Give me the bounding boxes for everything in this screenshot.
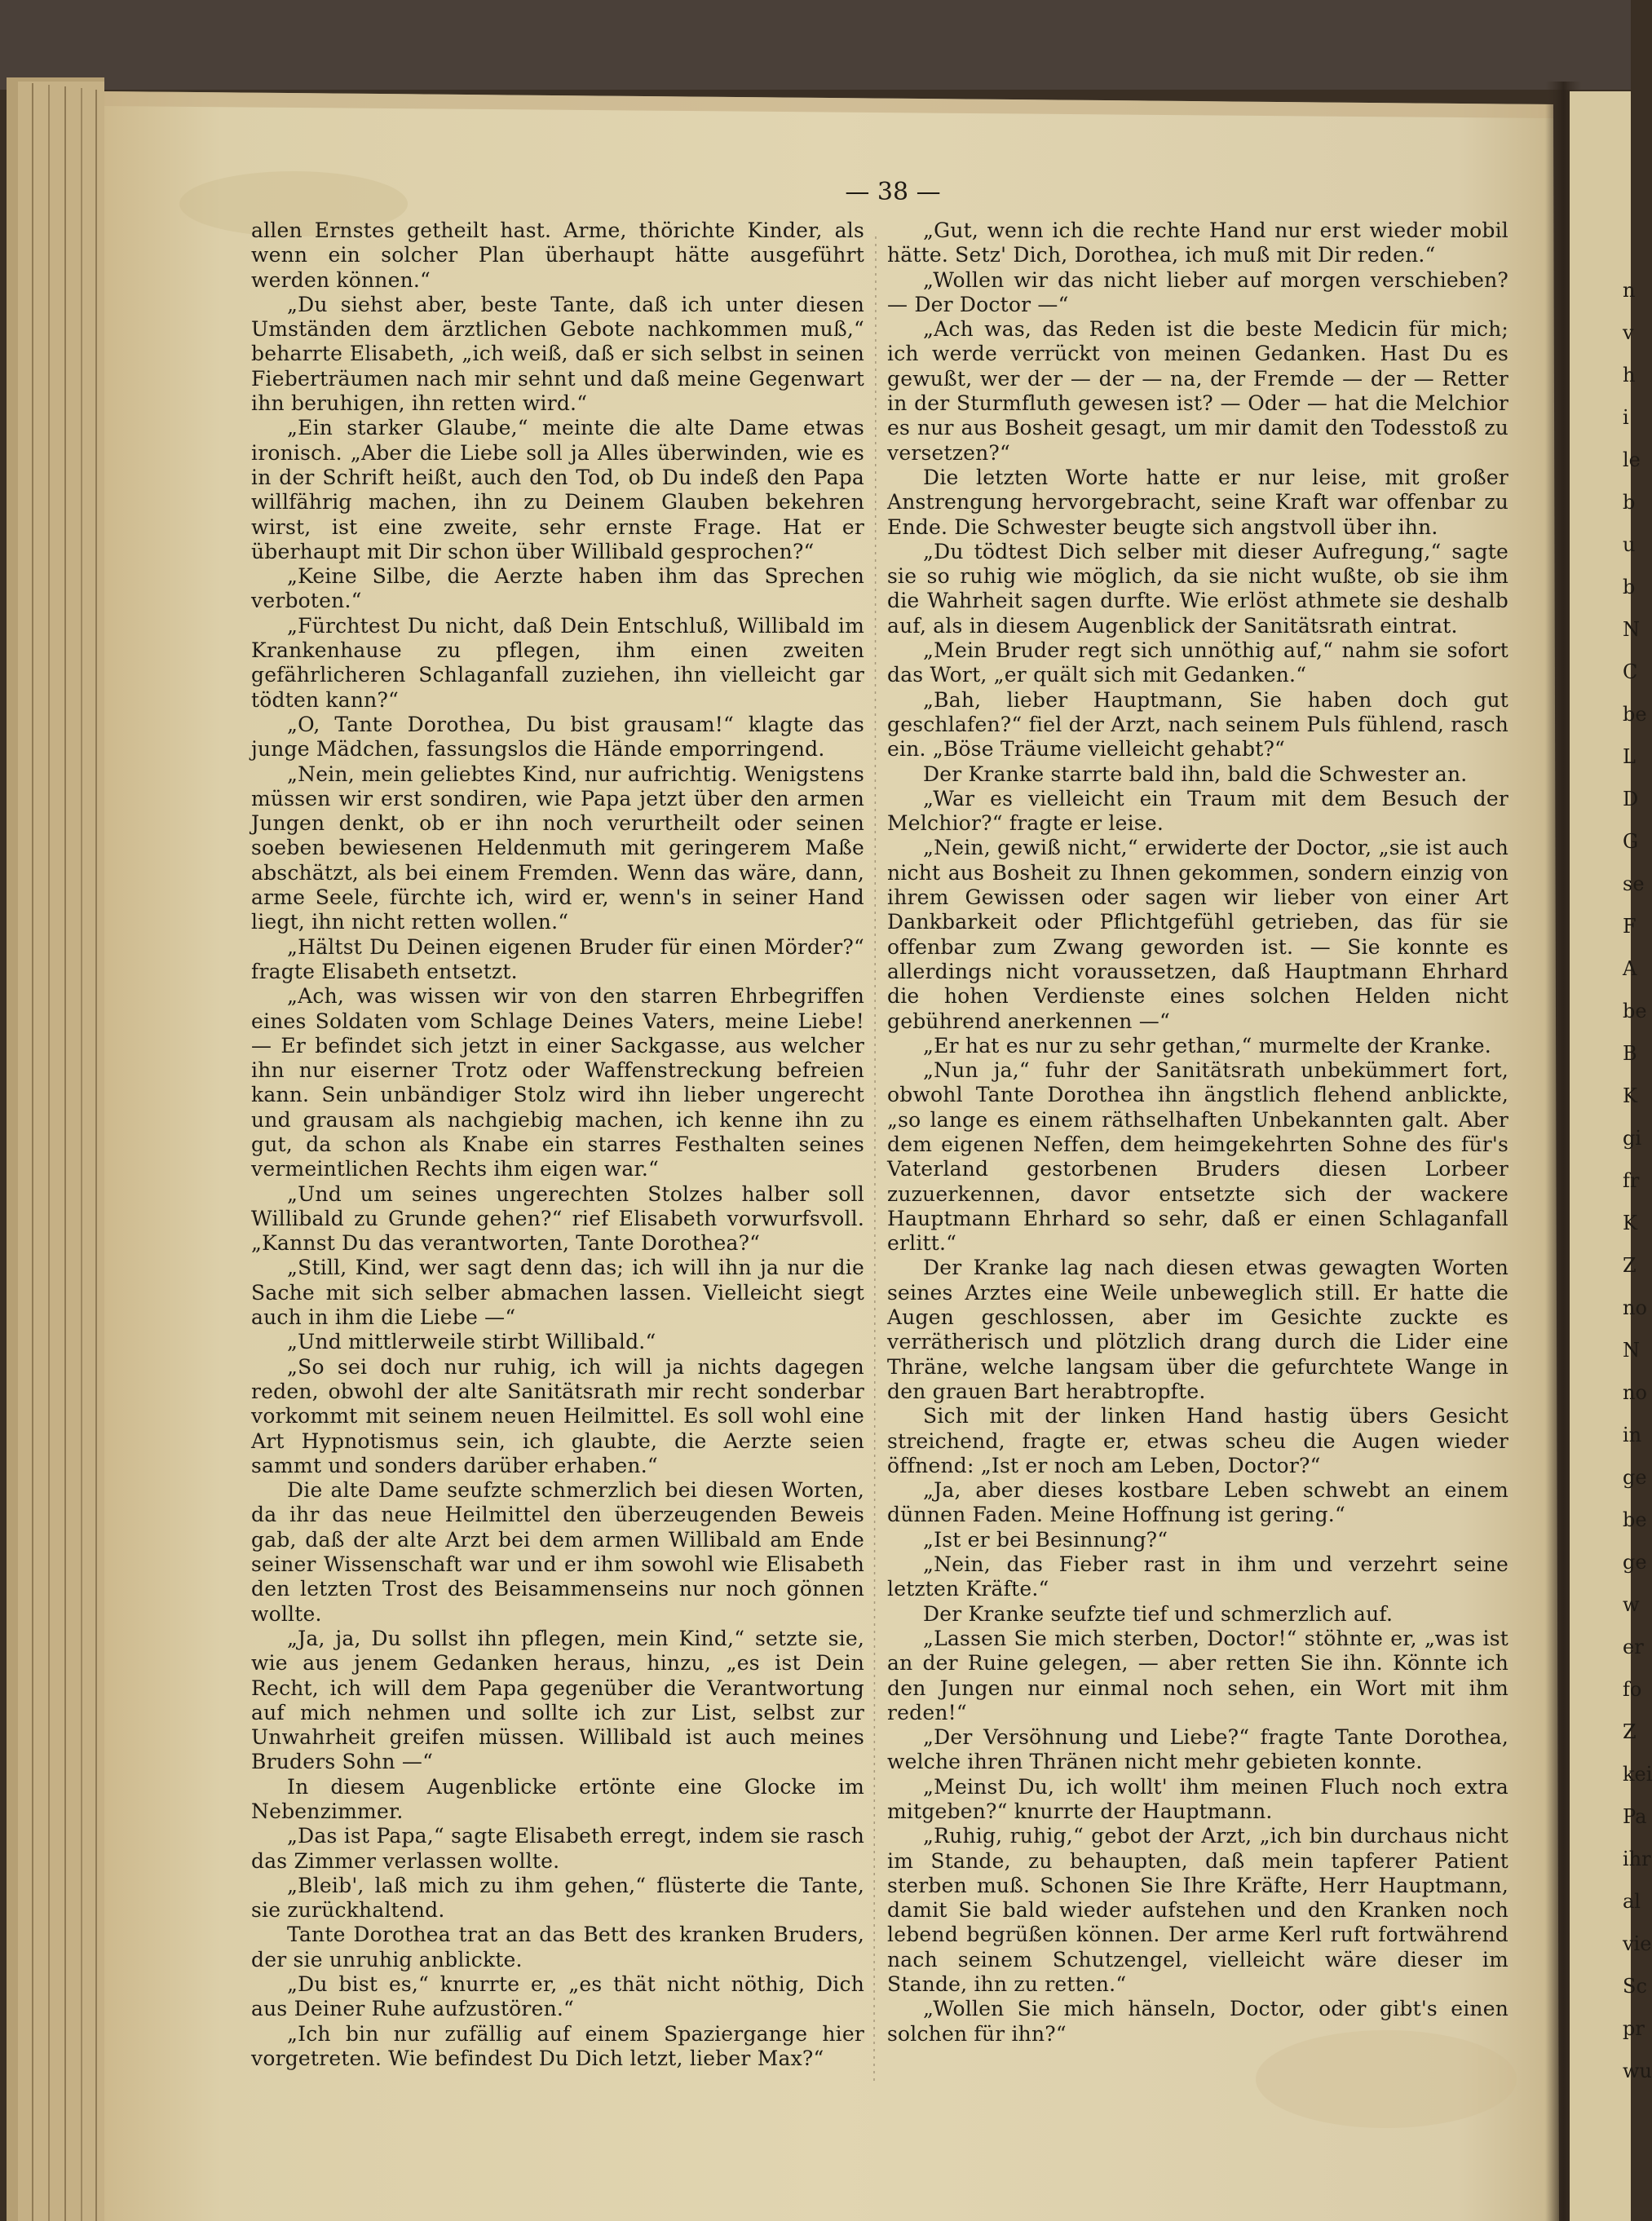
- paragraph: Die letzten Worte hatte er nur leise, mit großer Anstrengung hervorgebracht, seine Kraft war offenbar zu Ende. Die Schwester beugte sich angstvoll über ihn.: [887, 465, 1508, 539]
- next-page-fragment: b: [1623, 491, 1636, 514]
- paragraph: „Und um seines ungerechten Stolzes halber soll Willibald zu Grunde gehen?“ rief Elisabeth vorwurfsvoll. „Kannst Du das verantworten, Tante Dorothea?“: [251, 1181, 864, 1256]
- next-page-fragment: C: [1623, 660, 1638, 683]
- paragraph: „Fürchtest Du nicht, daß Dein Entschluß, Willibald im Krankenhause zu pflegen, ihm einen zweiten gefährlicheren Schlaganfall zuziehen, ihn vielleicht gar tödten kann?“: [251, 613, 864, 712]
- paragraph: „Nein, das Fieber rast in ihm und verzehrt seine letzten Kräfte.“: [887, 1552, 1508, 1601]
- next-page-fragment: K: [1623, 1212, 1637, 1234]
- next-page-fragment: be: [1623, 1508, 1647, 1531]
- next-page-fragment: be: [1623, 1000, 1647, 1022]
- next-page-fragment: ge: [1623, 1551, 1647, 1574]
- next-page-fragment: A: [1623, 957, 1637, 980]
- text-column-left: [251, 219, 864, 2071]
- next-page-fragment: N: [1623, 618, 1640, 641]
- next-page-fragment: F: [1623, 915, 1637, 938]
- next-page-fragment: vie: [1623, 1932, 1652, 1955]
- paragraph: „O, Tante Dorothea, Du bist grausam!“ klagte das junge Mädchen, fassungslos die Hände emporringend.: [251, 712, 864, 762]
- paragraph: Sich mit der linken Hand hastig übers Gesicht streichend, fragte er, etwas scheu die Augen wieder öffnend: „Ist er noch am Leben, Doctor?“: [887, 1404, 1508, 1477]
- next-page-fragment: er: [1623, 1636, 1644, 1658]
- paragraph: „Gut, wenn ich die rechte Hand nur erst wieder mobil hätte. Setz' Dich, Dorothea, ich muß mit Dir reden.“: [887, 219, 1508, 267]
- next-page-fragments: [1623, 269, 1652, 2092]
- next-page-fragment: B: [1623, 1042, 1637, 1065]
- next-page-fragment: Pa: [1623, 1805, 1647, 1828]
- paragraph: „Ruhig, ruhig,“ gebot der Arzt, „ich bin durchaus nicht im Stande, zu behaupten, daß mein tapferer Patient sterben muß. Schonen Sie Ihre Kräfte, Herr Hauptmann, damit Sie bald wieder aufstehen und den Kranken noch lebend begrüßen können. Der arme Kerl ruft fortwährend nach seinem Schutzengel, vielleicht wäre dieser im Stande, ihn zu retten.“: [887, 1824, 1508, 1997]
- paragraph: „Wollen Sie mich hänseln, Doctor, oder gibt's einen solchen für ihn?“: [887, 1997, 1508, 2046]
- next-page-fragment: gi: [1623, 1127, 1642, 1150]
- paragraph: „Ach, was wissen wir von den starren Ehrbegriffen eines Soldaten vom Schlage Deines Vaters, meine Liebe! — Er befindet sich jetzt in einer Sackgasse, aus welcher ihn nur eiserner Trotz oder Waffenstreckung befreien kann. Sein unbändiger Stolz wird ihn lieber ungerecht und grausam als nachgiebig machen, ich kenne ihn zu gut, da schon als Knabe ein starres Festhalten seines vermeintlichen Rechts ihm eigen war.“: [251, 984, 864, 1181]
- next-page-fragment: ge: [1623, 1466, 1647, 1489]
- next-page-fragment: se: [1623, 872, 1645, 895]
- next-page-fragment: ihr: [1623, 1848, 1651, 1870]
- paragraph: „Keine Silbe, die Aerzte haben ihm das Sprechen verboten.“: [251, 564, 864, 613]
- next-page-fragment: w: [1623, 1593, 1640, 1616]
- paragraph: „Nein, mein geliebtes Kind, nur aufrichtig. Wenigstens müssen wir erst sondiren, wie Papa jetzt über den armen Jungen denkt, ob er ihn noch verurtheilt oder seinen soeben bewiesenen Heldenmuth mit geringerem Maße abschätzt, als bei einem Fremden. Wenn das wäre, dann, arme Seele, fürchte ich, wird er, wenn's in seiner Hand liegt, ihn nicht retten wollen.“: [251, 762, 864, 934]
- next-page-fragment: i: [1623, 406, 1629, 429]
- next-page-fragment: be: [1623, 703, 1647, 726]
- next-page-fragment: fo: [1623, 1678, 1642, 1701]
- paragraph: In diesem Augenblicke ertönte eine Glocke im Nebenzimmer.: [251, 1774, 864, 1823]
- paragraph: „Und mittlerweile stirbt Willibald.“: [287, 1330, 656, 1354]
- paragraph: Der Kranke starrte bald ihn, bald die Schwester an.: [923, 762, 1468, 786]
- paragraph: „Meinst Du, ich wollt' ihm meinen Fluch noch extra mitgeben?“ knurrte der Hauptmann.: [887, 1774, 1508, 1823]
- paragraph: „Hältst Du Deinen eigenen Bruder für einen Mörder?“ fragte Elisabeth entsetzt.: [251, 934, 864, 983]
- paragraph: „Mein Bruder regt sich unnöthig auf,“ nahm sie sofort das Wort, „er quält sich mit Gedanken.“: [887, 638, 1508, 687]
- next-page-fragment: al: [1623, 1890, 1641, 1913]
- paragraph: „Du tödtest Dich selber mit dieser Aufregung,“ sagte sie so ruhig wie möglich, da sie nicht wußte, ob sie ihm die Wahrheit sagen durfte. Wie erlöst athmete sie deshalb auf, als in diesem Augenblick der Sanitätsrath eintrat.: [887, 539, 1508, 638]
- next-page-fragment: n: [1623, 279, 1636, 302]
- next-page-fragment: N: [1623, 1339, 1640, 1362]
- paragraph: „Du siehst aber, beste Tante, daß ich unter diesen Umständen dem ärztlichen Gebote nachkommen muß,“ beharrte Elisabeth, „ich weiß, daß er sich selbst in seinen Fieberträumen nach mir sehnt und daß meine Gegenwart ihn beruhigen, ihn retten wird.“: [251, 292, 864, 416]
- paragraph: „Wollen wir das nicht lieber auf morgen verschieben? — Der Doctor —“: [887, 267, 1508, 316]
- next-page-fragment: pr: [1623, 2017, 1645, 2040]
- paragraph: „Er hat es nur zu sehr gethan,“ murmelte der Kranke.: [923, 1033, 1491, 1058]
- text-column-right: [887, 219, 1508, 2047]
- next-page-fragment: le: [1623, 448, 1641, 471]
- paragraph: „Du bist es,“ knurrte er, „es thät nicht nöthig, Dich aus Deiner Ruhe aufzustören.“: [251, 1972, 864, 2021]
- next-page-fragment: b: [1623, 576, 1636, 598]
- paragraph: „Ja, aber dieses kostbare Leben schwebt an einem dünnen Faden. Meine Hoffnung ist gering.“: [887, 1478, 1508, 1527]
- paragraph: „Der Versöhnung und Liebe?“ fragte Tante Dorothea, welche ihren Thränen nicht mehr gebieten konnte.: [887, 1725, 1508, 1774]
- next-page-fragment: in: [1623, 1424, 1642, 1446]
- paragraph: Tante Dorothea trat an das Bett des kranken Bruders, der sie unruhig anblickte.: [251, 1923, 864, 1972]
- next-page-fragment: G: [1623, 830, 1639, 853]
- paragraph: „Das ist Papa,“ sagte Elisabeth erregt, indem sie rasch das Zimmer verlassen wollte.: [251, 1824, 864, 1873]
- next-page-fragment: Z: [1623, 1254, 1637, 1277]
- paragraph: „War es vielleicht ein Traum mit dem Besuch der Melchior?“ fragte er leise.: [887, 786, 1508, 836]
- paragraph: Der Kranke lag nach diesen etwas gewagten Worten seines Arztes eine Weile unbeweglich still. Er hatte die Augen geschlossen, aber im Gesichte zuckte es verrätherisch und plötzlich drang durch die Lider eine Thräne, welche langsam über die gefurchtete Wange in den grauen Bart herabtropfte.: [887, 1256, 1508, 1403]
- paragraph: „Ist er bei Besinnung?“: [923, 1527, 1168, 1552]
- next-page-fragment: v: [1623, 321, 1634, 344]
- next-page-fragment: wu: [1623, 2060, 1652, 2082]
- paragraph: „Nun ja,“ fuhr der Sanitätsrath unbekümmert fort, obwohl Tante Dorothea ihn ängstlich flehend anblickte, „so lange es einem räthselhaften Unbekannten galt. Aber dem eigenen Neffen, dem heimgekehrten Sohne des für's Vaterland gestorbenen Bruders diesen Lorbeer zuzuerkennen, davor entsetzte sich der wackere Hauptmann Ehrhard so sehr, daß er einen Schlaganfall erlitt.“: [887, 1058, 1508, 1256]
- paragraph: Die alte Dame seufzte schmerzlich bei diesen Worten, da ihr das neue Heilmittel den überzeugenden Beweis gab, daß der alte Arzt bei dem armen Willibald am Ende seiner Wissenschaft war und er ihm sowohl wie Elisabeth den letzten Trost des Beisammenseins nur noch gönnen wollte.: [251, 1478, 864, 1626]
- paragraph: „Ja, ja, Du sollst ihn pflegen, mein Kind,“ setzte sie, wie aus jenem Gedanken heraus, hinzu, „es ist Dein Recht, ich will dem Papa gegenüber die Verantwortung auf mich nehmen und sollte ich zur List, selbst zur Unwahrheit greifen müssen. Willibald ist auch meines Bruders Sohn —“: [251, 1626, 864, 1774]
- next-page-fragment: h: [1623, 364, 1636, 386]
- next-page-fragment: no: [1623, 1381, 1647, 1404]
- paragraph: „Nein, gewiß nicht,“ erwiderte der Doctor, „sie ist auch nicht aus Bosheit zu Ihnen gekommen, sondern einzig von ihrem Gewissen oder sagen wir lieber von einer Art Dankbarkeit oder Pflichtgefühl getrieben, das für sie offenbar zum Zwang geworden ist. — Sie konnte es allerdings nicht voraussetzen, daß Hauptmann Ehrhard die hohen Verdienste eines solchen Helden nicht gebührend anerkennen —“: [887, 836, 1508, 1033]
- next-page-fragment: K: [1623, 1084, 1637, 1107]
- next-page-fragment: Z: [1623, 1720, 1637, 1743]
- next-page-fragment: Sc: [1623, 1975, 1647, 1998]
- paragraph: Der Kranke seufzte tief und schmerzlich auf.: [923, 1601, 1394, 1626]
- paragraph: „Ach was, das Reden ist die beste Medicin für mich; ich werde verrückt von meinen Gedanken. Hast Du es gewußt, wer der — der — na, der Fremde — der — Retter in der Sturmfluth gewesen ist? — Oder — hat die Melchior es nur aus Bosheit gesagt, um mir damit den Todesstoß zu versetzen?“: [887, 317, 1508, 465]
- paragraph: „Ich bin nur zufällig auf einem Spaziergange hier vorgetreten. Wie befindest Du Dich letzt, lieber Max?“: [251, 2021, 864, 2070]
- paragraph: „Bah, lieber Hauptmann, Sie haben doch gut geschlafen?“ fiel der Arzt, nach seinem Puls fühlend, rasch ein. „Böse Träume vielleicht gehabt?“: [887, 687, 1508, 762]
- paragraph: „Lassen Sie mich sterben, Doctor!“ stöhnte er, „was ist an der Ruine gelegen, — aber retten Sie ihn. Könnte ich den Jungen nur einmal noch sehen, ein Wort mit ihm reden!“: [887, 1626, 1508, 1724]
- next-page-fragment: no: [1623, 1296, 1647, 1319]
- next-page-fragment: fr: [1623, 1169, 1640, 1192]
- paragraph: „Still, Kind, wer sagt denn das; ich will ihn ja nur die Sache mit sich selber abmachen lassen. Vielleicht siegt auch in ihm die Liebe —“: [251, 1256, 864, 1330]
- page-number: — 38 —: [845, 178, 941, 206]
- paragraph: „Ein starker Glaube,“ meinte die alte Dame etwas ironisch. „Aber die Liebe soll ja Alles überwinden, wie es in der Schrift heißt, auch den Tod, ob Du indeß den Papa willfährig machen, ihn zu Deinem Glauben bekehren wirst, ist eine zweite, sehr ernste Frage. Hat er überhaupt mit Dir schon über Willibald gesprochen?“: [251, 416, 864, 563]
- paragraph: „So sei doch nur ruhig, ich will ja nichts dagegen reden, obwohl der alte Sanitätsrath mir recht sonderbar vorkommt mit seinem neuen Heilmittel. Es soll wohl eine Art Hypnotismus sein, ich glaubte, die Aerzte seien sammt und sonders darüber erhaben.“: [251, 1354, 864, 1477]
- paragraph: „Bleib', laß mich zu ihm gehen,“ flüsterte die Tante, sie zurückhaltend.: [251, 1873, 864, 1923]
- next-page-fragment: kei: [1623, 1763, 1652, 1786]
- next-page-fragment: D: [1623, 788, 1639, 810]
- paragraph: allen Ernstes getheilt hast. Arme, thörichte Kinder, als wenn ein solcher Plan überhaupt hätte ausgeführt werden können.“: [251, 219, 864, 292]
- next-page-fragment: L: [1623, 745, 1636, 768]
- next-page-fragment: u: [1623, 533, 1636, 556]
